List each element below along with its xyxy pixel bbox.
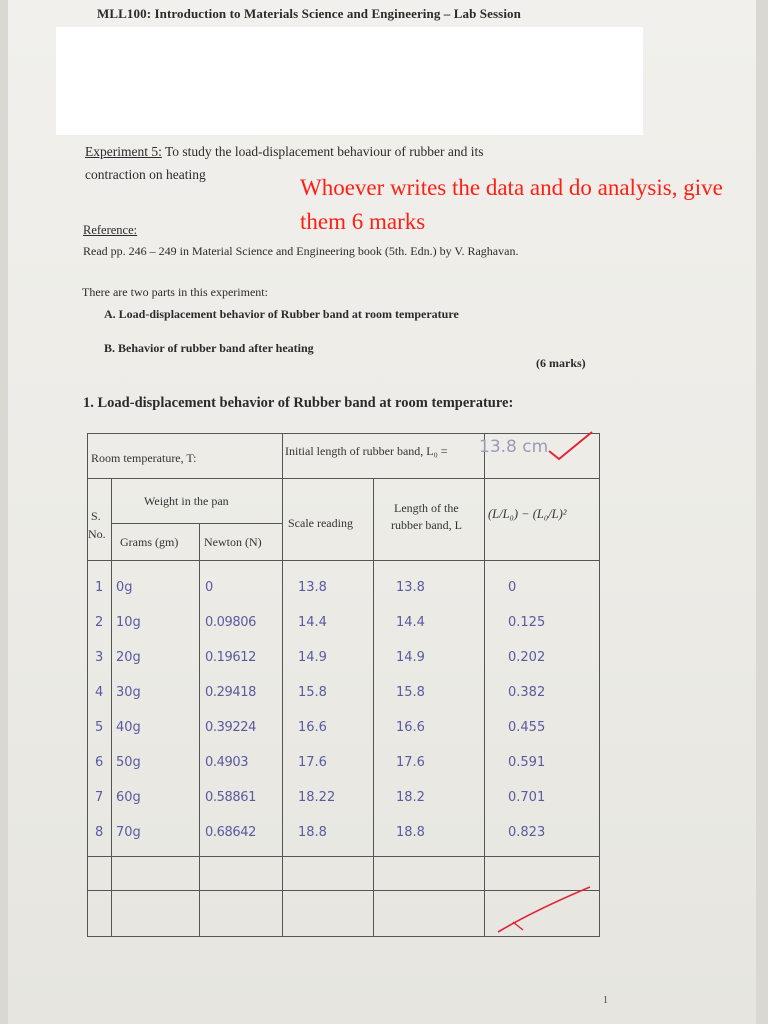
marks-label: (6 marks): [536, 356, 586, 370]
initial-length-label: Initial length of rubber band, L₀ =: [285, 444, 448, 458]
cell-value: 0.455: [508, 720, 546, 735]
grading-annotation-line-1: Whoever writes the data and do analysis, give: [300, 175, 723, 200]
cell-value: 0.591: [508, 755, 546, 770]
cell-value: 0: [508, 580, 517, 595]
experiment-label: Experiment 5:: [85, 144, 162, 159]
cell-length: 14.4: [396, 615, 425, 630]
cell-length: 14.9: [396, 650, 425, 665]
cell-newton: 0.09806: [205, 615, 256, 630]
cell-grams: 60g: [116, 790, 141, 805]
cell-scale: 18.8: [298, 825, 327, 840]
cell-scale: 17.6: [298, 755, 327, 770]
cell-newton: 0.4903: [205, 755, 249, 770]
cell-sno: 5: [95, 720, 104, 735]
cell-sno: 3: [95, 650, 104, 665]
cell-grams: 40g: [116, 720, 141, 735]
table-rule: [484, 434, 485, 936]
cell-sno: 8: [95, 825, 104, 840]
cell-scale: 13.8: [298, 580, 327, 595]
cell-grams: 20g: [116, 650, 141, 665]
cell-grams: 30g: [116, 685, 141, 700]
cell-newton: 0.58861: [205, 790, 256, 805]
cell-length: 16.6: [396, 720, 425, 735]
cell-sno: 4: [95, 685, 104, 700]
experiment-text-2: contraction on heating: [85, 167, 206, 182]
cell-grams: 50g: [116, 755, 141, 770]
section-title: 1. Load-displacement behavior of Rubber band at room temperature:: [83, 395, 514, 411]
initial-length-value: 13.8 cm: [479, 437, 549, 457]
redacted-region: [56, 27, 643, 135]
reference-text: Read pp. 246 – 249 in Material Science and Engineering book (5th. Edn.) by V. Raghavan.: [83, 244, 519, 258]
cell-scale: 14.9: [298, 650, 327, 665]
newton-header: Newton (N): [204, 535, 262, 549]
cell-grams: 10g: [116, 615, 141, 630]
serial-number-header-1: S.: [91, 509, 101, 523]
cell-scale: 18.22: [298, 790, 336, 805]
table-rule: [88, 560, 599, 561]
cell-newton: 0.19612: [205, 650, 256, 665]
length-header-2: rubber band, L: [391, 518, 462, 532]
cell-value: 0.202: [508, 650, 546, 665]
weight-header: Weight in the pan: [144, 494, 229, 508]
cell-sno: 6: [95, 755, 104, 770]
page-header: MLL100: Introduction to Materials Science and Engineering – Lab Session: [97, 6, 521, 21]
cell-length: 13.8: [396, 580, 425, 595]
table-rule: [88, 478, 599, 479]
intro-text: There are two parts in this experiment:: [82, 285, 268, 299]
cell-length: 18.2: [396, 790, 425, 805]
cell-length: 17.6: [396, 755, 425, 770]
cell-scale: 16.6: [298, 720, 327, 735]
table-rule: [88, 856, 599, 857]
table-rule: [111, 523, 282, 524]
cell-grams: 70g: [116, 825, 141, 840]
cell-length: 15.8: [396, 685, 425, 700]
cell-value: 0.125: [508, 615, 546, 630]
check-mark-icon: [546, 429, 596, 463]
cell-length: 18.8: [396, 825, 425, 840]
page-number: 1: [603, 995, 608, 1006]
cell-sno: 1: [95, 580, 104, 595]
scale-reading-header: Scale reading: [288, 516, 353, 530]
grams-header: Grams (gm): [120, 535, 179, 549]
cell-sno: 2: [95, 615, 104, 630]
table-rule: [111, 478, 112, 936]
serial-number-header-2: No.: [88, 527, 106, 541]
cell-value: 0.382: [508, 685, 546, 700]
room-temperature-label: Room temperature, T:: [91, 451, 197, 465]
cell-newton: 0.68642: [205, 825, 256, 840]
cell-newton: 0: [205, 580, 213, 595]
cell-sno: 7: [95, 790, 104, 805]
experiment-line-1: [85, 144, 483, 160]
cell-grams: 0g: [116, 580, 133, 595]
formula-text: (L/L₀) − (L₀/L)²: [488, 507, 567, 521]
experiment-text-1: To study the load-displacement behaviour of rubber and its: [165, 144, 484, 159]
cell-value: 0.701: [508, 790, 546, 805]
grading-annotation-line-2: them 6 marks: [300, 209, 426, 234]
length-header-1: Length of the: [394, 501, 459, 515]
table-rule: [373, 478, 374, 936]
part-a: A. Load-displacement behavior of Rubber band at room temperature: [104, 307, 459, 321]
check-mark-icon: [495, 884, 595, 936]
table-rule: [199, 523, 200, 936]
cell-newton: 0.29418: [205, 685, 256, 700]
cell-scale: 14.4: [298, 615, 327, 630]
part-b: B. Behavior of rubber band after heating: [104, 341, 314, 355]
cell-value: 0.823: [508, 825, 546, 840]
data-table: [87, 433, 600, 937]
formula-header: [486, 482, 598, 558]
table-rule: [282, 434, 283, 936]
cell-scale: 15.8: [298, 685, 327, 700]
cell-newton: 0.39224: [205, 720, 256, 735]
reference-label: Reference:: [83, 223, 138, 237]
